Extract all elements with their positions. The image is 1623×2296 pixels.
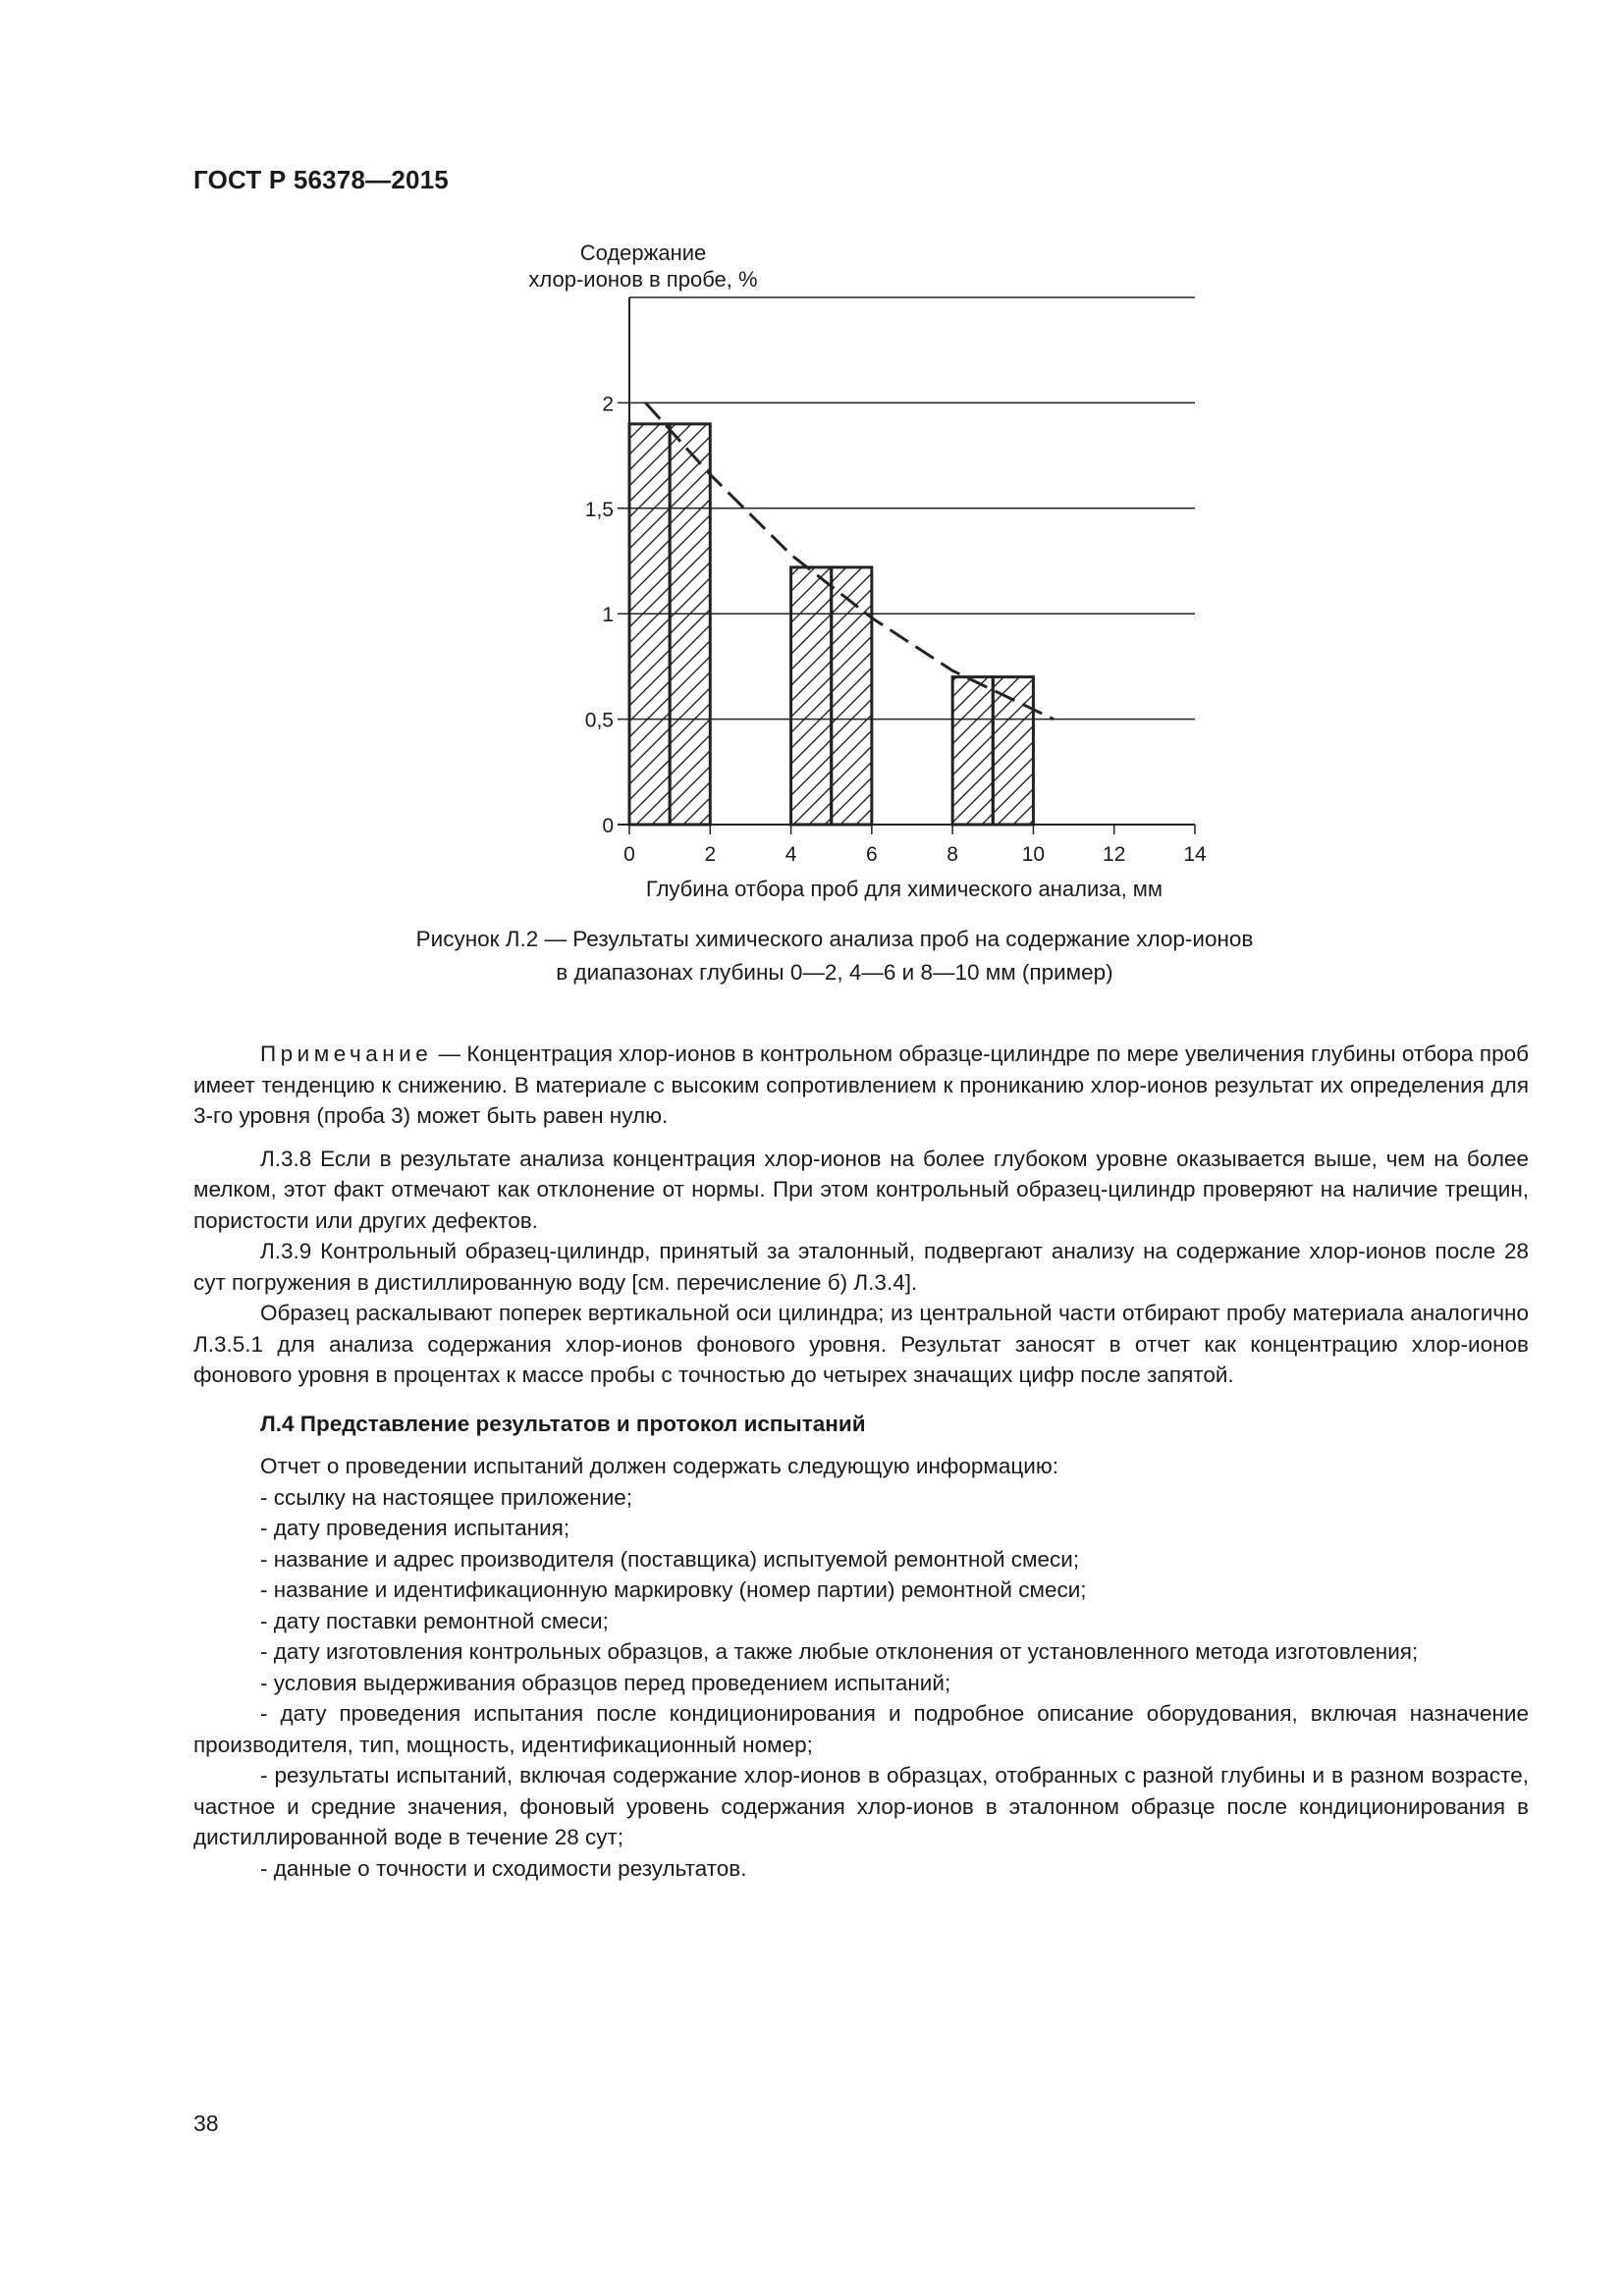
y-tick-label: 1 [602,604,614,627]
page-number: 38 [193,2110,219,2136]
x-axis-label: Глубина отбора проб для химического анализа, мм [645,877,1163,901]
paragraph-l-3-8: Л.3.8 Если в результате анализа концентрация хлор-ионов на более глубоком уровне оказывается выше, чем на более мелком, этот факт отмечают как отклонение от нормы. При этом контрольный образец-цилиндр проверяют на наличие трещин, пористости или других дефектов. [193,1146,1529,1233]
y-tick-label: 0,5 [584,709,614,732]
section-intro: Отчет о проведении испытаний должен содержать следующую информацию: [260,1454,1058,1478]
note-text: — Концентрация хлор-ионов в контрольном образце-цилиндре по мере увеличения глубины отбора проб имеет тенденцию к снижению. В материале с высоким сопротивлением к прониканию хлор-ионов результат их определения для 3-го уровня (проба 3) может быть равен нулю. [193,1041,1529,1128]
list-item: - дату изготовления контрольных образцов, а также любые отклонения от установленного метода изготовления; [260,1639,1419,1664]
document-header: ГОСТ Р 56378—2015 [193,165,449,194]
list-item: - результаты испытаний, включая содержание хлор-ионов в образцах, отобранных с разной глубины и в разном возрасте, частное и средние значения, фоновый уровень содержания хлор-ионов в эталонном образце после кондиционирования в дистиллированной воде в течение 28 сут; [193,1763,1529,1849]
list-item: - дату проведения испытания; [260,1516,570,1540]
y-axis-label-line1: Содержание [579,240,707,265]
list-item: - ссылку на настоящее приложение; [260,1484,633,1510]
bar [832,567,872,825]
x-tick-label: 0 [623,843,635,866]
x-tick-label: 8 [947,843,958,866]
x-tick-label: 2 [704,843,717,866]
section-heading: Л.4 Представление результатов и протокол испытаний [260,1411,866,1436]
list-item: - данные о точности и сходимости результатов. [260,1855,747,1881]
note-paragraph [193,1039,1529,1132]
x-tick-label: 4 [784,843,797,866]
list-item: - название и идентификационную маркировку (номер партии) ремонтной смеси; [260,1577,1087,1602]
list-item: - дату поставки ремонтной смеси; [260,1608,609,1633]
x-tick-label: 12 [1103,843,1126,866]
x-tick-label: 6 [866,843,878,866]
x-tick-label: 14 [1183,843,1207,866]
list-item: - название и адрес производителя (поставщика) испытуемой ремонтной смеси; [260,1546,1080,1572]
y-tick-label: 2 [602,393,614,416]
figure-caption-line1: Рисунок Л.2 — Результаты химического анализа проб на содержание хлор-ионов [415,927,1254,951]
paragraph-l-3-9: Л.3.9 Контрольный образец-цилиндр, принятый за эталонный, подвергают анализу на содержание хлор-ионов после 28 сут погружения в дистиллированную воду [см. перечисление б) Л.3.4]. [193,1239,1529,1295]
chart-svg [0,0,1623,903]
x-tick-label: 10 [1021,843,1046,866]
y-axis-label-line2: хлор-ионов в пробе, % [528,267,758,292]
bar [629,424,670,825]
chart-figure [0,0,1623,903]
y-tick-label: 0 [602,815,614,837]
y-tick-label: 1,5 [584,498,614,521]
body-text [193,1039,1529,1884]
figure-caption-line2: в диапазонах глубины 0—2, 4—6 и 8—10 мм (пример) [556,960,1113,985]
list-item: - условия выдерживания образцов перед проведением испытаний; [260,1670,951,1695]
bar [952,677,993,825]
bar [670,424,710,825]
paragraph-sample: Образец раскалывают поперек вертикальной оси цилиндра; из центральной части отбирают пробу материала аналогично Л.3.5.1 для анализа содержания хлор-ионов фонового уровня. Результат заносят в отчет как концентрацию хлор-ионов фонового уровня в процентах к массе пробы с точностью до четырех значащих цифр после запятой. [193,1301,1529,1387]
note-label: Примечание [260,1041,433,1066]
list-item: - дату проведения испытания после кондиционирования и подробное описание оборудования, включая назначение производителя, тип, мощность, идентификационный номер; [193,1701,1529,1757]
bar [791,567,832,825]
